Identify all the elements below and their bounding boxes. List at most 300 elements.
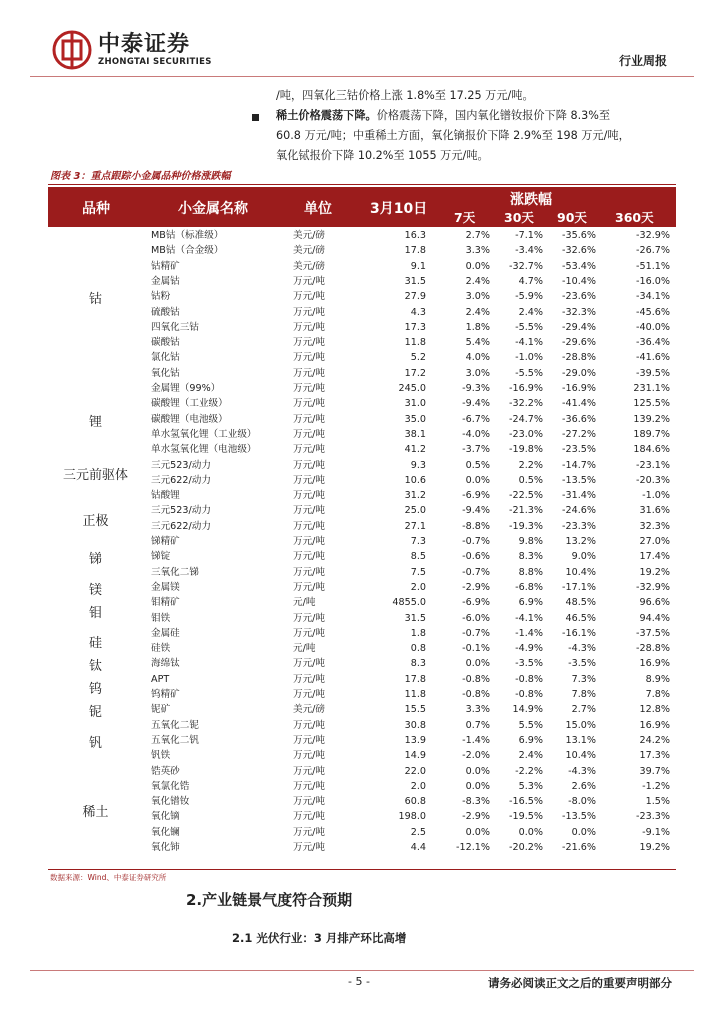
change-90d: 2.7% — [571, 704, 596, 716]
bullet-text: 价格震荡下降，国内氧化镨钕报价下降 8.3%至 — [376, 109, 611, 122]
price: 10.6 — [404, 474, 426, 486]
change-360d: -23.3% — [636, 811, 670, 823]
price: 5.2 — [410, 352, 426, 364]
category-label: 锑 — [88, 552, 102, 568]
header-360d: 360天 — [615, 210, 654, 225]
metal-name: 三元622/动力 — [151, 474, 211, 486]
change-90d: -4.3% — [568, 643, 596, 655]
metal-name: 海绵钛 — [151, 658, 180, 670]
unit: 万元/吨 — [293, 811, 326, 823]
price: 35.0 — [404, 413, 426, 425]
change-90d: -3.5% — [568, 658, 596, 670]
unit: 万元/吨 — [293, 734, 326, 746]
change-360d: 231.1% — [633, 383, 670, 394]
change-360d: -40.0% — [636, 321, 670, 333]
change-360d: -51.1% — [636, 260, 670, 272]
change-360d: -45.6% — [636, 306, 670, 318]
change-360d: 7.8% — [645, 689, 670, 700]
change-7d: -0.8% — [462, 689, 490, 700]
unit: 万元/吨 — [293, 520, 326, 532]
price: 4855.0 — [392, 597, 426, 609]
table-row — [48, 534, 676, 549]
unit: 万元/吨 — [293, 505, 326, 517]
change-7d: -9.3% — [462, 383, 490, 394]
change-7d: 2.4% — [465, 275, 490, 287]
change-90d: 13.1% — [565, 734, 596, 746]
intro-line-4: 氧化铽报价下降 10.2%至 1055 万元/吨。 — [276, 149, 489, 162]
metal-name: 铌矿 — [151, 704, 171, 716]
unit: 万元/吨 — [293, 275, 326, 287]
change-90d: -27.2% — [562, 428, 596, 440]
unit: 万元/吨 — [293, 826, 326, 838]
header-change: 涨跌幅 — [510, 192, 552, 208]
unit: 万元/吨 — [293, 428, 326, 440]
header-metal: 小金属名称 — [178, 201, 248, 217]
change-30d: -0.8% — [515, 673, 543, 685]
change-360d: 39.7% — [639, 765, 670, 777]
intro-line-3: 60.8 万元/吨；中重稀土方面，氧化镝报价下降 2.9%至 198 万元/吨， — [276, 129, 630, 142]
unit: 万元/吨 — [293, 842, 326, 853]
unit: 美元/磅 — [293, 245, 326, 257]
change-360d: -39.5% — [636, 367, 670, 379]
change-30d: 2.4% — [518, 306, 543, 318]
change-30d: -4.1% — [515, 337, 543, 349]
change-360d: 19.2% — [639, 842, 670, 853]
category-label: 钨 — [88, 682, 102, 698]
change-30d: 2.2% — [518, 459, 543, 471]
category-label: 锂 — [88, 414, 102, 430]
change-90d: 48.5% — [565, 597, 596, 609]
change-90d: -21.6% — [562, 842, 596, 853]
change-90d: 7.3% — [571, 673, 596, 685]
price: 15.5 — [404, 704, 426, 716]
change-30d: -1.4% — [515, 627, 543, 639]
change-30d: -4.9% — [515, 643, 543, 655]
price: 11.8 — [404, 689, 426, 700]
change-360d: 8.9% — [645, 673, 670, 685]
price: 16.3 — [404, 230, 426, 241]
change-7d: -8.8% — [462, 520, 490, 532]
change-90d: 7.8% — [571, 689, 596, 700]
price: 14.9 — [404, 750, 426, 762]
category-label: 钴 — [88, 292, 102, 308]
unit: 元/吨 — [293, 597, 316, 609]
change-7d: 3.3% — [465, 704, 490, 716]
metal-name: 氧化钴 — [151, 367, 180, 379]
metal-name: 三氧化二锑 — [151, 566, 199, 578]
change-90d: -23.3% — [562, 520, 596, 532]
metal-name: 氧化镝 — [151, 811, 180, 823]
price: 27.9 — [404, 291, 426, 303]
metal-name: 碳酸钴 — [151, 337, 180, 349]
change-7d: -2.9% — [462, 581, 490, 593]
change-360d: -36.4% — [636, 337, 670, 349]
change-360d: 139.2% — [633, 413, 670, 425]
change-30d: -22.5% — [509, 490, 543, 502]
change-90d: 46.5% — [565, 612, 596, 624]
change-90d: -13.5% — [562, 811, 596, 823]
change-360d: 24.2% — [639, 734, 670, 746]
unit: 万元/吨 — [293, 673, 326, 685]
change-30d: -32.2% — [509, 398, 543, 410]
change-360d: -32.9% — [636, 230, 670, 241]
change-7d: -12.1% — [456, 842, 490, 853]
change-360d: 96.6% — [639, 597, 670, 609]
unit: 万元/吨 — [293, 536, 326, 547]
category-label: 正极 — [82, 514, 109, 530]
metal-name: 碳酸锂（工业级） — [151, 398, 228, 410]
change-90d: -17.1% — [562, 581, 596, 593]
unit: 美元/磅 — [293, 704, 326, 716]
unit: 元/吨 — [293, 643, 316, 655]
change-30d: -16.9% — [509, 383, 543, 394]
change-360d: 184.6% — [633, 444, 670, 456]
change-7d: -0.7% — [462, 627, 490, 639]
metal-name: 金属镁 — [151, 581, 180, 593]
unit: 万元/吨 — [293, 581, 326, 593]
header-unit: 单位 — [304, 201, 332, 217]
change-360d: 17.3% — [639, 750, 670, 762]
metal-name: 钼铁 — [151, 612, 171, 624]
metal-name: 单水氢氧化锂（电池级） — [151, 444, 257, 456]
change-30d: -32.7% — [509, 260, 543, 272]
table-row — [48, 779, 676, 794]
change-360d: -1.2% — [642, 780, 670, 792]
price: 8.5 — [410, 551, 426, 563]
metal-name: MB钴（标准级） — [151, 230, 224, 241]
change-90d: -29.4% — [562, 321, 596, 333]
change-360d: 32.3% — [639, 520, 670, 532]
metal-name: 硫酸钴 — [151, 306, 180, 318]
unit: 万元/吨 — [293, 474, 326, 486]
change-7d: -0.6% — [462, 551, 490, 563]
price: 1.8 — [410, 627, 426, 639]
unit: 万元/吨 — [293, 413, 326, 425]
table-bottom-rule — [48, 869, 676, 870]
price: 25.0 — [404, 505, 426, 517]
metal-name: 氧化铈 — [151, 842, 180, 853]
change-7d: -9.4% — [462, 505, 490, 517]
company-logo — [52, 30, 212, 70]
change-360d: -9.1% — [642, 826, 670, 838]
change-30d: 9.8% — [518, 536, 543, 547]
change-90d: -23.6% — [562, 291, 596, 303]
change-30d: 4.7% — [518, 275, 543, 287]
price: 41.2 — [404, 444, 426, 456]
data-source: 数据来源：Wind、中泰证券研究所 — [50, 873, 167, 882]
unit: 万元/吨 — [293, 306, 326, 318]
change-30d: -19.3% — [509, 520, 543, 532]
change-90d: -13.5% — [562, 474, 596, 486]
change-7d: -6.9% — [462, 490, 490, 502]
table-row — [48, 335, 676, 350]
change-7d: 0.0% — [465, 780, 490, 792]
change-7d: -6.7% — [462, 413, 490, 425]
report-type: 行业周报 — [618, 54, 667, 68]
table-row — [48, 825, 676, 840]
change-90d: -28.8% — [562, 352, 596, 364]
change-90d: -23.5% — [562, 444, 596, 456]
change-7d: -6.9% — [462, 597, 490, 609]
change-7d: -9.4% — [462, 398, 490, 410]
change-360d: 125.5% — [633, 398, 670, 410]
change-90d: -32.3% — [562, 306, 596, 318]
page-number: - 5 - — [348, 975, 370, 988]
change-7d: -1.4% — [462, 734, 490, 746]
table-row — [48, 366, 676, 381]
metal-name: 钴精矿 — [151, 260, 180, 272]
change-90d: 10.4% — [565, 750, 596, 762]
price: 30.8 — [404, 719, 426, 731]
change-90d: 13.2% — [565, 536, 596, 547]
footer-disclaimer: 请务必阅读正文之后的重要声明部分 — [488, 976, 672, 990]
price: 0.8 — [410, 643, 426, 655]
price: 17.8 — [404, 245, 426, 257]
change-90d: -24.6% — [562, 505, 596, 517]
change-90d: -32.6% — [562, 245, 596, 257]
change-30d: -20.2% — [509, 842, 543, 853]
change-90d: -31.4% — [562, 490, 596, 502]
unit: 万元/吨 — [293, 291, 326, 303]
price: 31.5 — [404, 275, 426, 287]
change-90d: -29.0% — [562, 367, 596, 379]
metal-name: 钨精矿 — [151, 689, 180, 700]
change-7d: 0.0% — [465, 826, 490, 838]
change-30d: 6.9% — [518, 734, 543, 746]
change-30d: -21.3% — [509, 505, 543, 517]
change-7d: 3.3% — [465, 245, 490, 257]
metal-name: 五氧化二铌 — [151, 719, 199, 731]
unit: 万元/吨 — [293, 719, 326, 731]
price: 31.5 — [404, 612, 426, 624]
change-30d: 0.5% — [518, 474, 543, 486]
metal-name: APT — [151, 673, 170, 685]
table-header — [48, 187, 676, 227]
change-7d: 0.0% — [465, 765, 490, 777]
change-90d: 15.0% — [565, 719, 596, 731]
price: 17.2 — [404, 367, 426, 379]
change-7d: 3.0% — [465, 291, 490, 303]
change-360d: 19.2% — [639, 566, 670, 578]
price: 9.3 — [410, 459, 426, 471]
change-30d: -1.0% — [515, 352, 543, 364]
metal-name: 三元523/动力 — [151, 505, 211, 517]
unit: 万元/吨 — [293, 551, 326, 563]
change-7d: -4.0% — [462, 428, 490, 440]
category-label: 稀土 — [82, 804, 109, 820]
metal-name: 五氧化二钒 — [151, 734, 199, 746]
price: 31.0 — [404, 398, 426, 410]
change-90d: -4.3% — [568, 765, 596, 777]
table-row — [48, 764, 676, 779]
category-label: 硅 — [88, 636, 102, 652]
price: 11.8 — [404, 337, 426, 349]
metal-name: 金属钴 — [151, 275, 180, 287]
metal-name: 金属硅 — [151, 627, 180, 639]
category-label: 钒 — [88, 735, 102, 751]
change-90d: -10.4% — [562, 275, 596, 287]
subsection-heading: 2.1 光伏行业：3 月排产环比高增 — [232, 931, 407, 945]
table-row — [48, 442, 676, 457]
change-30d: -5.5% — [515, 321, 543, 333]
unit: 万元/吨 — [293, 612, 326, 624]
unit: 万元/吨 — [293, 383, 326, 394]
change-7d: 1.8% — [465, 321, 490, 333]
metal-name: MB钴（合金级） — [151, 245, 224, 257]
change-90d: -8.0% — [568, 796, 596, 808]
logo-name-cn: 中泰证券 — [98, 32, 191, 57]
metal-name: 钴粉 — [151, 291, 171, 303]
change-360d: 1.5% — [645, 796, 670, 808]
metal-name: 硅铁 — [151, 643, 171, 655]
change-7d: 0.0% — [465, 260, 490, 272]
price: 31.2 — [404, 490, 426, 502]
intro-line-1: /吨，四氧化三钴价格上涨 1.8%至 17.25 万元/吨。 — [276, 89, 534, 102]
metal-name: 钴酸锂 — [151, 490, 180, 502]
unit: 万元/吨 — [293, 321, 326, 333]
change-30d: -5.5% — [515, 367, 543, 379]
change-7d: 0.7% — [465, 719, 490, 731]
category-label: 三元前驱体 — [62, 468, 128, 484]
change-30d: -0.8% — [515, 689, 543, 700]
change-7d: -0.7% — [462, 566, 490, 578]
change-90d: 2.6% — [571, 780, 596, 792]
change-30d: 2.4% — [518, 750, 543, 762]
change-90d: 9.0% — [571, 551, 596, 563]
change-90d: -41.4% — [562, 398, 596, 410]
price: 13.9 — [404, 734, 426, 746]
price: 60.8 — [404, 796, 426, 808]
change-30d: 0.0% — [518, 826, 543, 838]
unit: 万元/吨 — [293, 337, 326, 349]
change-360d: -32.9% — [636, 581, 670, 593]
change-360d: -34.1% — [636, 291, 670, 303]
change-90d: -16.1% — [562, 627, 596, 639]
change-30d: -16.5% — [509, 796, 543, 808]
figure-title: 图表 3：重点跟踪小金属品种价格涨跌幅 — [48, 170, 676, 185]
logo-emblem-icon — [52, 30, 92, 70]
change-90d: 10.4% — [565, 566, 596, 578]
change-7d: 0.5% — [465, 459, 490, 471]
change-30d: 8.8% — [518, 566, 543, 578]
unit: 万元/吨 — [293, 398, 326, 410]
bullet-heading: 稀土价格震荡下降。 — [276, 109, 377, 122]
change-90d: -14.7% — [562, 459, 596, 471]
logo-name-en: ZHONGTAI SECURITIES — [98, 57, 212, 67]
unit: 万元/吨 — [293, 444, 326, 456]
price: 4.3 — [410, 306, 426, 318]
header-7d: 7天 — [454, 210, 476, 225]
change-7d: 3.0% — [465, 367, 490, 379]
unit: 万元/吨 — [293, 750, 326, 762]
change-360d: 16.9% — [639, 719, 670, 731]
change-30d: -19.5% — [509, 811, 543, 823]
change-30d: -3.4% — [515, 245, 543, 257]
header-variety: 品种 — [82, 201, 110, 217]
change-360d: 189.7% — [633, 428, 670, 440]
change-90d: 0.0% — [571, 826, 596, 838]
header-90d: 90天 — [557, 210, 587, 225]
change-30d: 5.3% — [518, 780, 543, 792]
change-360d: -37.5% — [636, 627, 670, 639]
metal-name: 锆英砂 — [151, 765, 180, 777]
footer-divider — [30, 970, 694, 971]
change-360d: 31.6% — [639, 505, 670, 517]
change-360d: -41.6% — [636, 352, 670, 364]
change-30d: 6.9% — [518, 597, 543, 609]
change-30d: -19.8% — [509, 444, 543, 456]
category-label: 镁 — [88, 582, 102, 598]
table-row — [48, 320, 676, 335]
change-7d: 2.7% — [465, 230, 490, 241]
change-7d: 0.0% — [465, 658, 490, 670]
category-label: 铌 — [88, 705, 102, 721]
change-90d: -36.6% — [562, 413, 596, 425]
table-row — [48, 396, 676, 411]
change-7d: -2.9% — [462, 811, 490, 823]
change-30d: -7.1% — [515, 230, 543, 241]
metal-name: 钼精矿 — [151, 597, 180, 609]
change-7d: 5.4% — [465, 337, 490, 349]
metal-name: 氧化镧 — [151, 826, 180, 838]
change-360d: 12.8% — [639, 704, 670, 716]
unit: 万元/吨 — [293, 658, 326, 670]
change-7d: -0.8% — [462, 673, 490, 685]
price: 17.8 — [404, 673, 426, 685]
table-row — [48, 350, 676, 365]
change-7d: -0.7% — [462, 536, 490, 547]
change-7d: 4.0% — [465, 352, 490, 364]
intro-line-2 — [276, 106, 676, 126]
unit: 万元/吨 — [293, 352, 326, 364]
table-row — [48, 381, 676, 396]
table-row — [48, 488, 676, 503]
price: 9.1 — [410, 260, 426, 272]
metal-name: 单水氢氧化锂（工业级） — [151, 428, 257, 440]
table-row — [48, 840, 676, 855]
change-360d: -23.1% — [636, 459, 670, 471]
unit: 万元/吨 — [293, 566, 326, 578]
price: 2.0 — [410, 581, 426, 593]
metal-name: 三元523/动力 — [151, 459, 211, 471]
price: 198.0 — [398, 811, 426, 823]
unit: 美元/磅 — [293, 230, 326, 241]
price: 245.0 — [398, 383, 426, 394]
metal-name: 金属锂（99%） — [151, 383, 221, 394]
change-90d: -35.6% — [562, 230, 596, 241]
price: 17.3 — [404, 321, 426, 333]
bullet-square-icon — [252, 114, 259, 121]
change-30d: -6.8% — [515, 581, 543, 593]
metal-name: 碳酸锂（电池级） — [151, 413, 228, 425]
change-360d: 17.4% — [639, 551, 670, 563]
unit: 万元/吨 — [293, 796, 326, 808]
unit: 万元/吨 — [293, 459, 326, 471]
change-30d: -23.0% — [509, 428, 543, 440]
unit: 万元/吨 — [293, 765, 326, 777]
metal-name: 锑精矿 — [151, 536, 180, 547]
header-date: 3月10日 — [370, 201, 428, 217]
category-label: 钼 — [88, 605, 102, 621]
unit: 万元/吨 — [293, 780, 326, 792]
change-360d: 27.0% — [639, 536, 670, 547]
header-30d: 30天 — [504, 210, 534, 225]
change-360d: -26.7% — [636, 245, 670, 257]
metal-name: 三元622/动力 — [151, 520, 211, 532]
change-90d: -29.6% — [562, 337, 596, 349]
price: 8.3 — [410, 658, 426, 670]
change-30d: -4.1% — [515, 612, 543, 624]
